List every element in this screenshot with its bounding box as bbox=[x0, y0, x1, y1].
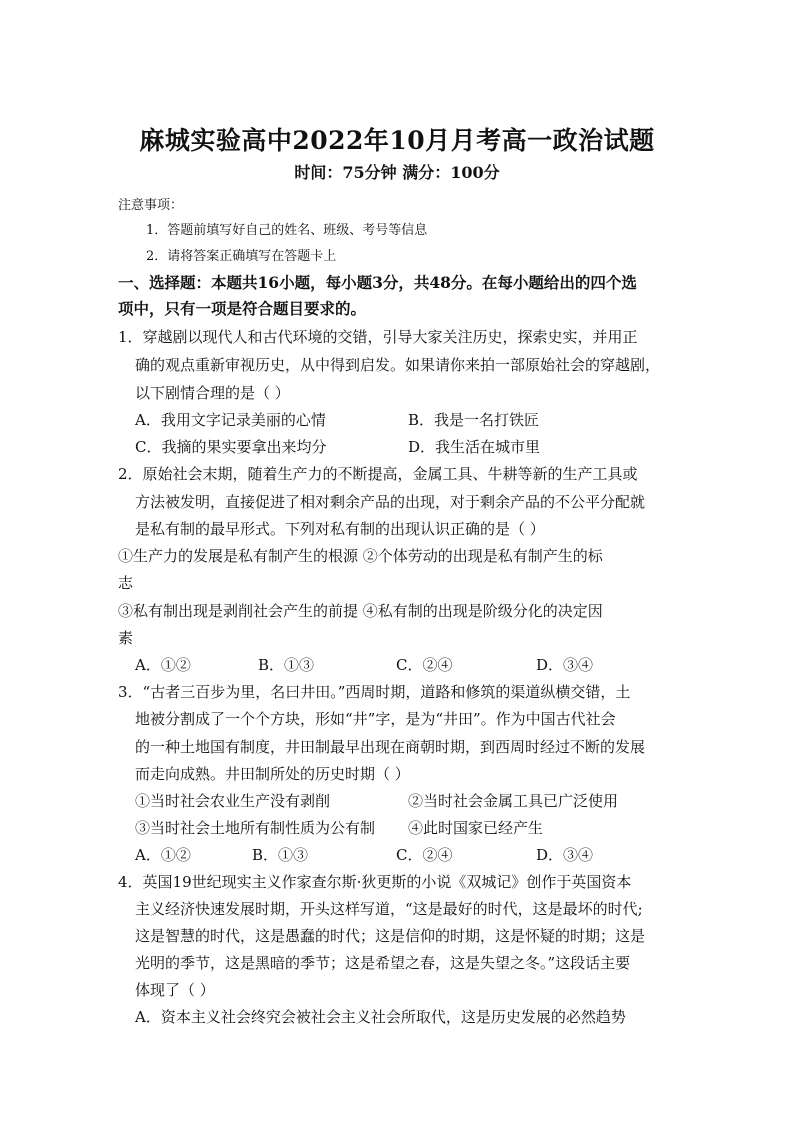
q3-line-1: 3．“古者三百步为里，名曰井田。”西周时期，道路和修筑的渠道纵横交错，土 bbox=[118, 683, 631, 701]
q2-statement-line-3: ③私有制出现是剥削社会产生的前提 ④私有制的出现是阶级分化的决定因 bbox=[118, 602, 603, 620]
q4-line-1: 4．英国19世纪现实主义作家查尔斯·狄更斯的小说《双城记》创作于英国资本 bbox=[118, 873, 632, 891]
q3-line-3: 的一种土地国有制度，井田制最早出现在商朝时期，到西周时经过不断的发展 bbox=[135, 738, 646, 756]
q4-option-a[interactable]: A．资本主义社会终究会被社会主义社会所取代，这是历史发展的必然趋势 bbox=[135, 1008, 626, 1026]
note-item-2: 2．请将答案正确填写在答题卡上 bbox=[146, 249, 337, 264]
q4-line-2: 主义经济快速发展时期，开头这样写道，“这是最好的时代，这是最坏的时代; bbox=[135, 900, 643, 918]
q1-option-a[interactable]: A．我用文字记录美丽的心情 bbox=[135, 411, 326, 429]
q3-statement-2: ②当时社会金属工具已广泛使用 bbox=[408, 792, 619, 810]
q2-line-1: 2．原始社会末期，随着生产力的不断提高，金属工具、牛耕等新的生产工具或 bbox=[118, 465, 638, 483]
note-item-1: 1．答题前填写好自己的姓名、班级、考号等信息 bbox=[146, 223, 428, 238]
q2-option-a[interactable]: A．①② bbox=[135, 656, 191, 674]
q4-line-4: 光明的季节，这是黑暗的季节；这是希望之春，这是失望之冬。”这段话主要 bbox=[135, 954, 631, 972]
q1-option-d[interactable]: D．我生活在城市里 bbox=[408, 438, 541, 456]
q3-option-a[interactable]: A．①② bbox=[135, 846, 191, 864]
q3-statement-4: ④此时国家已经产生 bbox=[408, 819, 544, 837]
q1-line-1: 1．穿越剧以现代人和古代环境的交错，引导大家关注历史，探索史实，并用正 bbox=[118, 328, 638, 346]
q2-line-3: 是私有制的最早形式。下列对私有制的出现认识正确的是（ ） bbox=[135, 520, 545, 538]
q3-line-2: 地被分割成了一个个方块，形如“井”字，是为“井田”。作为中国古代社会 bbox=[135, 710, 616, 728]
q1-line-2: 确的观点重新审视历史，从中得到启发。如果请你来拍一部原始社会的穿越剧， bbox=[135, 356, 661, 374]
q1-line-3: 以下剧情合理的是（ ） bbox=[135, 384, 290, 402]
section-heading-line-2: 项中，只有一项是符合题目要求的。 bbox=[118, 299, 367, 318]
q2-line-2: 方法被发明，直接促进了相对剩余产品的出现，对于剩余产品的不公平分配就 bbox=[135, 493, 646, 511]
q3-statement-3: ③当时社会土地所有制性质为公有制 bbox=[135, 819, 376, 837]
q2-option-c[interactable]: C．②④ bbox=[396, 656, 453, 674]
q2-statement-line-1: ①生产力的发展是私有制产生的根源 ②个体劳动的出现是私有制产生的标 bbox=[118, 547, 603, 565]
q1-option-c[interactable]: C．我摘的果实要拿出来均分 bbox=[135, 438, 327, 456]
q2-statement-line-2: 志 bbox=[118, 574, 134, 592]
q3-option-c[interactable]: C．②④ bbox=[396, 846, 453, 864]
section-heading-line-1: 一、选择题：本题共16小题，每小题3分，共48分。在每小题给出的四个选 bbox=[118, 273, 637, 292]
q3-option-d[interactable]: D．③④ bbox=[536, 846, 594, 864]
notes-heading: 注意事项： bbox=[118, 198, 184, 213]
q4-line-3: 这是智慧的时代，这是愚蠢的时代；这是信仰的时期，这是怀疑的时期；这是 bbox=[135, 927, 646, 945]
q3-statement-1: ①当时社会农业生产没有剥削 bbox=[135, 792, 331, 810]
exam-subtitle: 时间：75分钟 满分：100分 bbox=[294, 163, 500, 182]
q2-statement-line-4: 素 bbox=[118, 629, 134, 647]
q2-option-d[interactable]: D．③④ bbox=[536, 656, 594, 674]
q3-option-b[interactable]: B．①③ bbox=[252, 846, 309, 864]
q1-option-b[interactable]: B．我是一名打铁匠 bbox=[408, 411, 540, 429]
q4-line-5: 体现了（ ） bbox=[135, 981, 215, 999]
q2-option-b[interactable]: B．①③ bbox=[258, 656, 315, 674]
q3-line-4: 而走向成熟。井田制所处的历史时期（ ） bbox=[135, 765, 410, 783]
exam-title: 麻城实验高中2022年10月月考高一政治试题 bbox=[139, 126, 655, 155]
